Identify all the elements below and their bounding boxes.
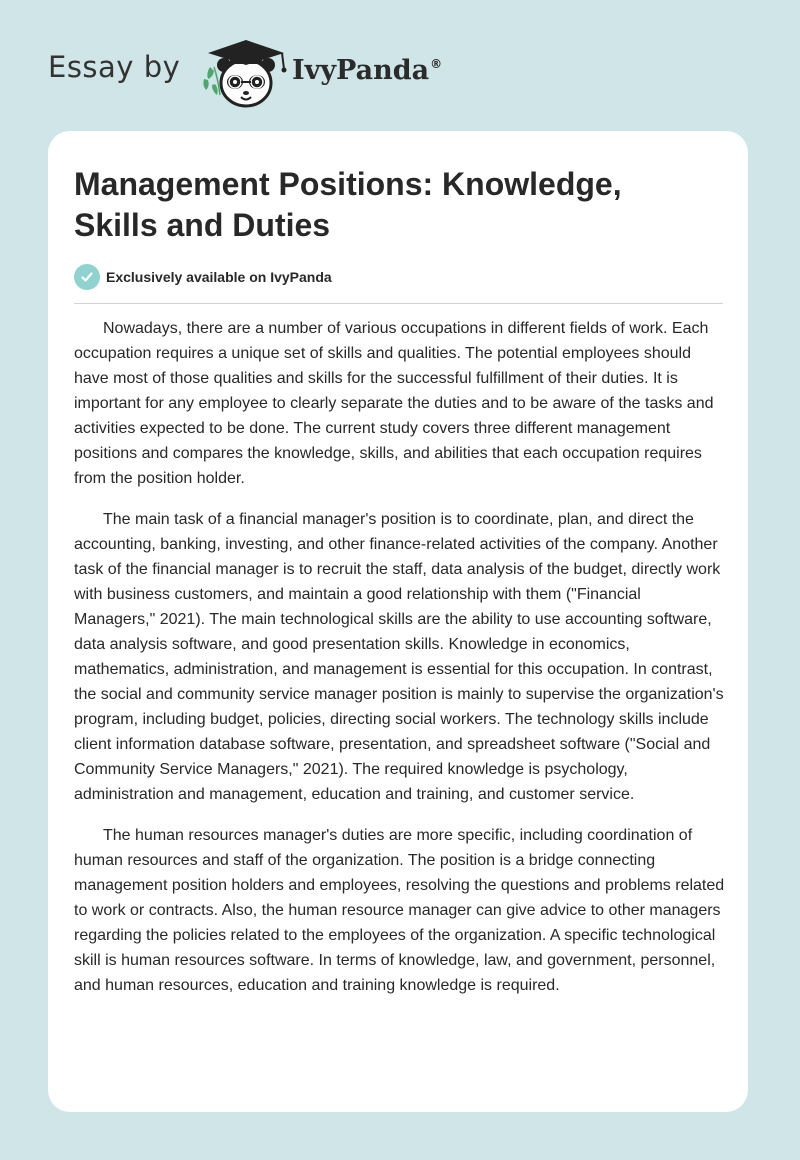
brand-text: IvyPanda: [292, 55, 430, 86]
brand-name[interactable]: [292, 55, 442, 86]
panda-graduate-logo-icon[interactable]: [200, 37, 290, 109]
paragraph: The human resources manager's duties are more specific, including coordination of human resources and staff of the organization. The position is a bridge connecting management position holders and employees, resolving the questions and problems related to work or contracts. Also, the human resource manager can give advice to other managers regarding the policies related to the employees of the organization. A specific technological skill is human resources software. In terms of knowledge, law, and government, personnel, and human resources, education and training knowledge is required.: [74, 827, 725, 994]
badge-label: Exclusively available on IvyPanda: [106, 269, 332, 285]
site-header: [0, 0, 800, 130]
exclusive-badge: [74, 264, 332, 290]
registered-mark: ®: [430, 57, 443, 71]
page-title: Management Positions: Knowledge, Skills and Duties: [74, 166, 622, 243]
essay-by-label: Essay by: [48, 50, 181, 84]
check-icon: [74, 264, 100, 290]
essay-body: [74, 316, 726, 1014]
paragraph: Nowadays, there are a number of various occupations in different fields of work. Each occupation requires a unique set of skills and qualities. The potential employees should have most of those qualities and skills for the successful fulfillment of their duties. It is important for any employee to clearly separate the duties and to be aware of the tasks and activities expected to be done. The current study covers three different management positions and compares the knowledge, skills, and abilities that each occupation requires from the position holder.: [74, 320, 714, 487]
paragraph: The main task of a financial manager's position is to coordinate, plan, and direct the accounting, banking, investing, and other finance-related activities of the company. Another task of the financial manager is to recruit the staff, data analysis of the budget, directly work with business customers, and maintain a good relationship with them ("Financial Managers," 2021). The main technological skills are the ability to use accounting software, data analysis software, and good presentation skills. Knowledge in economics, mathematics, administration, and management is essential for this occupation. In contrast, the social and community service manager position is mainly to supervise the organization's program, including budget, policies, directing social workers. The technology skills include client information database software, presentation, and spreadsheet software ("Social and Community Service Managers," 2021). The required knowledge is psychology, administration and management, education and training, and customer service.: [74, 511, 724, 803]
essay-card: [48, 131, 748, 1112]
divider: [74, 303, 723, 304]
